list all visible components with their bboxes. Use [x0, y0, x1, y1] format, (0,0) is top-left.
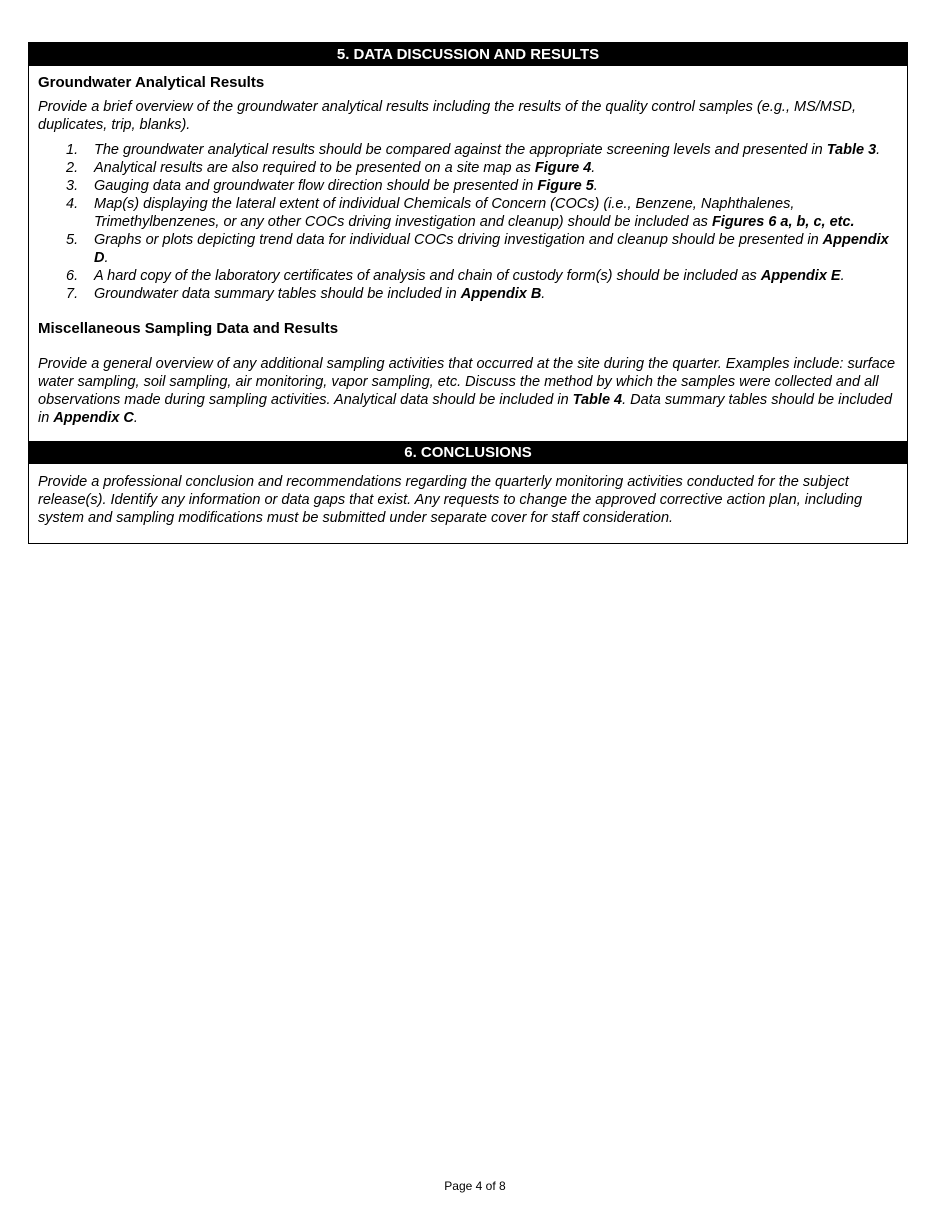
section-5-body: [29, 66, 907, 441]
misc-sampling-paragraph: Provide a general overview of any additional sampling activities that occurred at the site during the quarter. Examples include: surface water sampling, soil sampling, air monitoring, vapor sampling, etc. Discuss the method by which the samples were collected and all observations made during sampling activities. Analytical data should be included in Table 4. Data summary tables should be included in Appendix C.: [38, 356, 896, 426]
section-6-title: 6. CONCLUSIONS: [29, 441, 907, 464]
list-item: 4. Map(s) displaying the lateral extent of individual Chemicals of Concern (COCs) (i.e., Benzene, Naphthalenes, Trimethylbenzenes, or any other COCs driving investigation and cleanup) should be included as Figures 6 a, b, c, etc.: [66, 196, 855, 230]
conclusions-paragraph: Provide a professional conclusion and recommendations regarding the quarterly monitoring activities conducted for the subject release(s). Identify any information or data gaps that exist. Any requests to change the approved corrective action plan, including system and sampling modifications must be submitted under separate cover for staff consideration.: [38, 474, 863, 526]
misc-sampling-heading: Miscellaneous Sampling Data and Results: [38, 320, 339, 337]
list-item: 5. Graphs or plots depicting trend data for individual COCs driving investigation and cleanup should be presented in Appendix D.: [66, 232, 889, 266]
page-number: Page 4 of 8: [444, 1179, 506, 1193]
groundwater-heading: Groundwater Analytical Results: [38, 74, 265, 91]
groundwater-intro: Provide a brief overview of the groundwater analytical results including the results of the quality control samples (e.g., MS/MSD, duplicates, trip, blanks).: [38, 99, 857, 133]
groundwater-requirements-list: [38, 141, 898, 303]
report-form-frame: [28, 42, 908, 544]
list-item: 7. Groundwater data summary tables should be included in Appendix B.: [66, 286, 546, 302]
list-item: 2. Analytical results are also required to be presented on a site map as Figure 4.: [66, 160, 596, 176]
list-item: 3. Gauging data and groundwater flow direction should be presented in Figure 5.: [66, 178, 598, 194]
list-item: 6. A hard copy of the laboratory certificates of analysis and chain of custody form(s) should be included as Appendix E.: [66, 268, 845, 284]
section-6-body: [29, 464, 907, 543]
section-5-title: 5. DATA DISCUSSION AND RESULTS: [29, 43, 907, 66]
list-item: 1. The groundwater analytical results should be compared against the appropriate screening levels and presented in Table 3.: [66, 142, 881, 158]
